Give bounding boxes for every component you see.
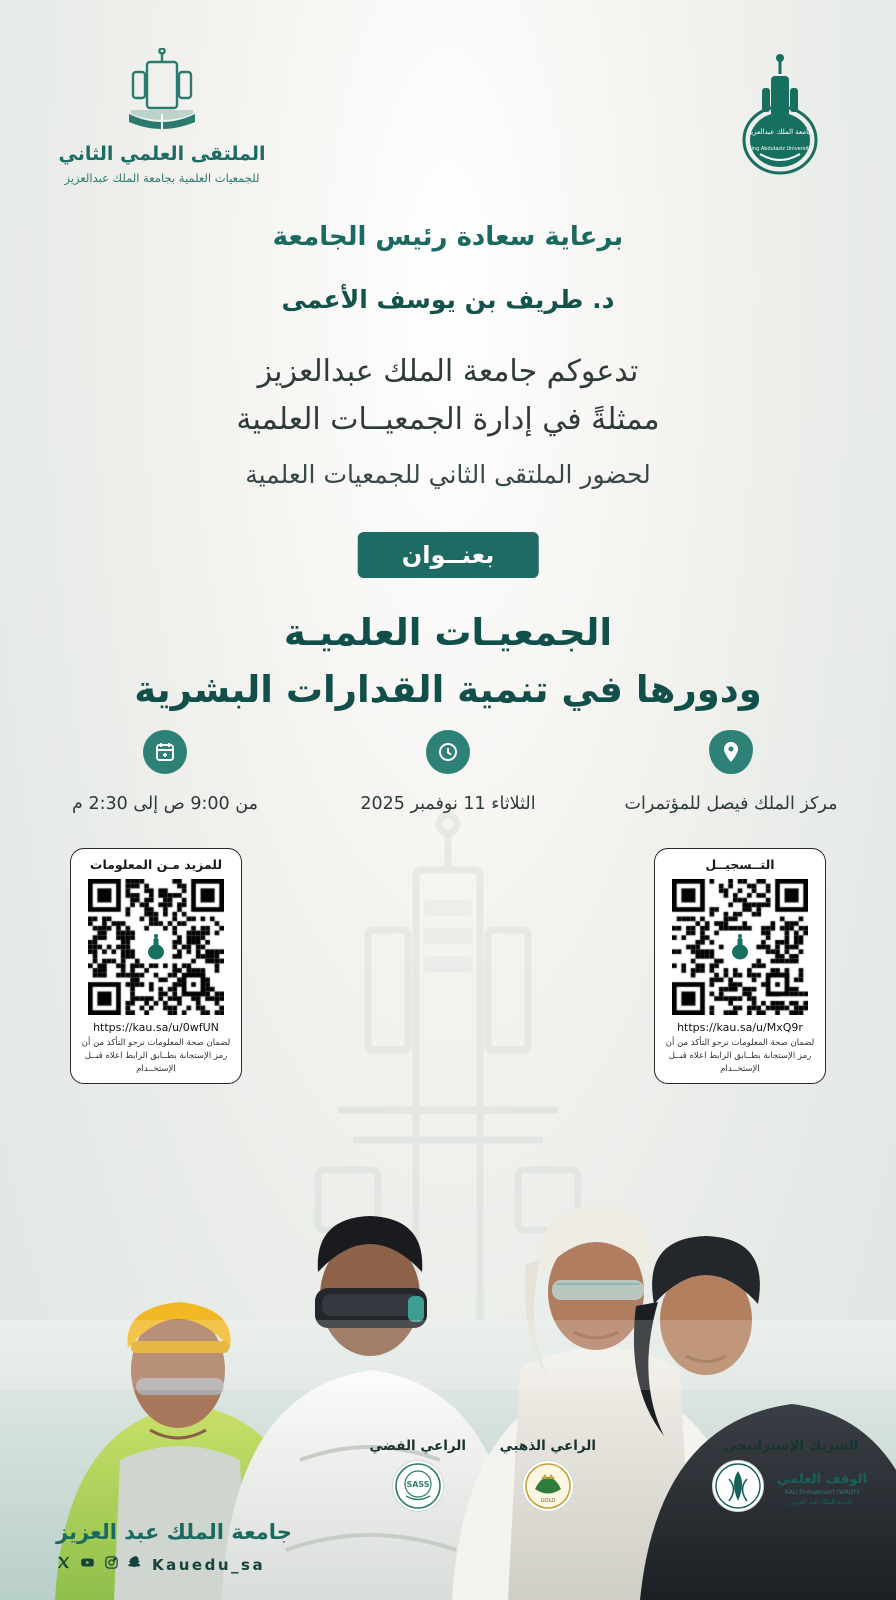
invitation-subtext: لحضور الملتقى الثاني للجمعيات العلمية [245, 460, 651, 489]
event-details-row [40, 730, 856, 814]
forum-subtitle: للجمعيات العلمية بجامعة الملك عبدالعزيز [64, 170, 260, 185]
qr-registration-note: لضمان صحة المعلومات نرجو التأكد من أن رمز الإستجابة بطــابق الرابط اعلاه قبــل الإستخــدام [665, 1037, 815, 1075]
forum-logo [52, 48, 272, 185]
invitation-line-2: ممثلةً في إدارة الجمعيــات العلمية [236, 402, 660, 437]
instagram-icon[interactable] [104, 1555, 119, 1574]
sass-silver-sponsor-seal-icon [392, 1460, 444, 1512]
event-title-line-2: ودورها في تنمية القدارات البشرية [134, 668, 762, 712]
forum-title: الملتقى العلمي الثاني [58, 143, 266, 165]
info-time [40, 730, 290, 814]
social-links[interactable] [56, 1555, 265, 1574]
sponsor-silver [369, 1438, 466, 1512]
kau-university-seal-icon [720, 54, 840, 182]
header-logos [0, 48, 896, 208]
sponsor-gold [500, 1438, 596, 1512]
svg-text:الوقف العلمي: الوقف العلمي [777, 1472, 867, 1487]
invitation-text [0, 348, 896, 444]
svg-text:GOLD: GOLD [540, 1498, 556, 1504]
snapchat-icon[interactable] [128, 1555, 143, 1574]
patron-line: برعاية سعادة رئيس الجامعة [272, 222, 624, 252]
event-title-line-1: الجمعيـات العلميـة [283, 611, 613, 654]
info-location [606, 730, 856, 814]
qr-registration-heading: التــسجيــل [705, 857, 775, 872]
sponsor-silver-label: الراعي الفضي [369, 1438, 466, 1454]
sponsor-strategic [712, 1438, 870, 1512]
info-time-text: من 9:00 ص إلى 2:30 م [72, 794, 258, 814]
info-date [323, 730, 573, 814]
invitation-line-1: تدعوكم جامعة الملك عبدالعزيز [257, 354, 639, 389]
location-pin-icon [709, 730, 753, 774]
qr-more-info-heading: للمزيد مـن المعلومات [89, 857, 223, 872]
social-handle[interactable]: Kauedu_sa [152, 1555, 266, 1574]
info-location-text: مركز الملك فيصل للمؤتمرات [624, 794, 838, 814]
qr-more-info-url[interactable]: https://kau.sa/u/0wfUN [93, 1020, 219, 1034]
sponsor-gold-label: الراعي الذهبي [499, 1438, 596, 1454]
kau-crest-icon [712, 1460, 764, 1512]
qr-registration-url[interactable]: https://kau.sa/u/MxQ9r [677, 1020, 803, 1034]
x-twitter-icon[interactable] [56, 1555, 71, 1574]
under-title-badge: بعنــوان [358, 532, 539, 578]
event-title [0, 604, 896, 719]
footer-university-name: جامعة الملك عبد العزيز [56, 1520, 292, 1544]
sponsor-strategic-label: الشريك الإستراتيجي [723, 1438, 859, 1454]
svg-text:جامعة الملك عبد العزيز: جامعة الملك عبد العزيز [790, 1498, 854, 1506]
footer [0, 1516, 896, 1586]
svg-text:جامعة الملك عبدالعزيز: جامعة الملك عبدالعزيز [747, 128, 813, 136]
svg-text:King Abdulaziz University: King Abdulaziz University [748, 146, 812, 152]
info-date-text: الثلاثاء 11 نوفمبر 2025 [360, 794, 536, 814]
svg-text:SASS: SASS [406, 1480, 430, 1489]
patron-name: د. طريف بن يوسف الأعمى [281, 285, 615, 314]
youtube-icon[interactable] [80, 1555, 95, 1574]
clock-icon [426, 730, 470, 774]
svg-text:KAU Endowment (WAQF): KAU Endowment (WAQF) [784, 1489, 860, 1496]
calendar-add-icon [143, 730, 187, 774]
gold-sponsor-seal-icon [522, 1460, 574, 1512]
kau-endowment-waqf-logo [774, 1463, 870, 1509]
forum-book-tower-icon [123, 48, 201, 134]
sponsors-bar [0, 1416, 896, 1512]
qr-more-info-note: لضمان صحة المعلومات نرجو التأكد من أن رمز الإستجابة بطــابق الرابط اعلاه قبــل الإستخــدام [81, 1037, 231, 1075]
